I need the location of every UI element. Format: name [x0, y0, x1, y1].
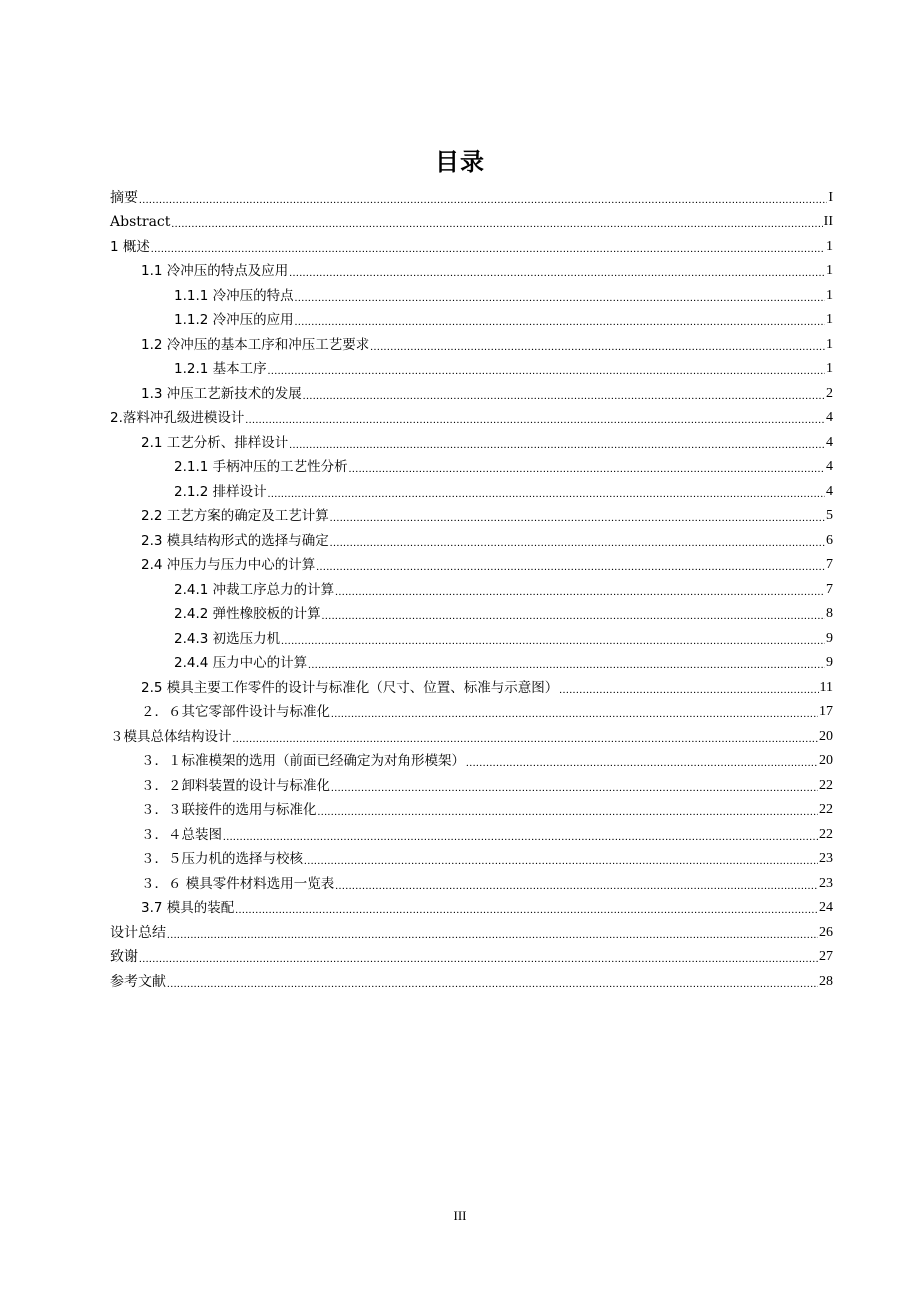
toc-leader-dots: [268, 364, 825, 378]
toc-entry-page: 9: [826, 630, 833, 646]
toc-leader-dots: [335, 879, 818, 893]
toc-entry-title: 2.4 冲压力与压力中心的计算: [141, 557, 316, 573]
toc-entry-page: 28: [819, 973, 833, 989]
toc-entry[interactable]: [110, 329, 833, 354]
toc-entry-page: 4: [826, 434, 833, 450]
toc-leader-dots: [268, 487, 825, 501]
toc-leader-dots: [295, 291, 825, 305]
toc-entry-title: 2.4.1 冲裁工序总力的计算: [174, 581, 335, 598]
toc-entry[interactable]: [110, 256, 833, 281]
toc-leader-dots: [167, 928, 818, 942]
toc-leader-dots: [289, 266, 825, 280]
toc-entry[interactable]: [110, 182, 833, 207]
toc-entry[interactable]: [110, 231, 833, 256]
toc-entry-title: 2.4.2 弹性橡胶板的计算: [174, 606, 321, 622]
toc-entry[interactable]: [110, 893, 833, 918]
toc-entry-page: 20: [819, 753, 833, 768]
toc-entry-page: 7: [826, 557, 833, 572]
toc-entry-title: ３．６ 模具零件材料选用一览表: [141, 875, 335, 892]
toc-leader-dots: [139, 952, 818, 966]
toc-leader-dots: [308, 658, 825, 672]
table-of-contents: [110, 182, 833, 991]
toc-entry[interactable]: [110, 672, 833, 697]
toc-entry[interactable]: [110, 966, 833, 991]
toc-entry-page: 7: [826, 581, 833, 597]
toc-entry-page: 4: [826, 483, 833, 499]
toc-entry-page: 5: [826, 508, 833, 523]
toc-entry-page: 23: [819, 851, 833, 866]
toc-entry-page: 27: [819, 949, 833, 964]
toc-leader-dots: [281, 634, 825, 648]
toc-entry-title: 1.2.1 基本工序: [174, 361, 267, 377]
toc-leader-dots: [316, 560, 825, 574]
toc-entry[interactable]: [110, 476, 833, 501]
toc-entry[interactable]: [110, 550, 833, 575]
toc-leader-dots: [223, 830, 818, 844]
toc-entry-title: 2.落料冲孔级进模设计: [110, 410, 245, 426]
toc-entry[interactable]: [110, 819, 833, 844]
toc-entry[interactable]: [110, 501, 833, 526]
toc-leader-dots: [349, 462, 825, 476]
toc-entry-title: 2.4.3 初选压力机: [174, 630, 281, 647]
toc-leader-dots: [245, 413, 825, 427]
toc-entry[interactable]: [110, 795, 833, 820]
toc-entry[interactable]: [110, 599, 833, 624]
toc-entry[interactable]: [110, 917, 833, 942]
toc-entry[interactable]: [110, 305, 833, 330]
toc-leader-dots: [171, 217, 822, 231]
toc-entry[interactable]: [110, 354, 833, 379]
toc-entry-page: 1: [826, 263, 833, 278]
toc-leader-dots: [331, 707, 818, 721]
toc-leader-dots: [295, 315, 825, 329]
toc-entry-title: ３．１标准模架的选用（前面已经确定为对角形模架）: [141, 753, 465, 769]
toc-entry-title: 1.3 冲压工艺新技术的发展: [141, 385, 302, 402]
toc-entry-page: 11: [819, 679, 833, 695]
toc-entry-page: 1: [826, 312, 833, 327]
toc-entry[interactable]: [110, 770, 833, 795]
toc-entry-title: ３．２卸料装置的设计与标准化: [141, 777, 330, 794]
toc-entry-title: ３模具总体结构设计: [110, 728, 232, 745]
toc-entry-title: 设计总结: [110, 924, 166, 941]
toc-entry-title: 3.7 模具的装配: [141, 900, 235, 916]
toc-entry[interactable]: [110, 844, 833, 869]
toc-leader-dots: [559, 683, 818, 697]
toc-entry-page: 4: [826, 459, 833, 474]
toc-entry-title: 2.1 工艺分析、排样设计: [141, 434, 289, 451]
toc-entry-title: 2.1.2 排样设计: [174, 483, 267, 500]
toc-entry-title: 1.2 冷冲压的基本工序和冲压工艺要求: [141, 336, 370, 353]
toc-leader-dots: [370, 340, 825, 354]
toc-leader-dots: [151, 242, 825, 256]
toc-leader-dots: [303, 389, 825, 403]
toc-entry[interactable]: [110, 207, 833, 232]
toc-entry[interactable]: [110, 868, 833, 893]
page-title: 目录: [435, 148, 485, 176]
toc-leader-dots: [322, 609, 825, 623]
toc-entry[interactable]: [110, 623, 833, 648]
toc-entry-title: 参考文献: [110, 973, 166, 990]
toc-entry[interactable]: [110, 427, 833, 452]
toc-entry-title: 2.5 模具主要工作零件的设计与标准化（尺寸、位置、标准与示意图）: [141, 679, 559, 696]
toc-leader-dots: [466, 756, 818, 770]
toc-entry-title: Abstract: [110, 214, 171, 230]
toc-entry-page: 17: [819, 704, 833, 719]
toc-entry[interactable]: [110, 697, 833, 722]
toc-entry[interactable]: [110, 648, 833, 673]
toc-leader-dots: [330, 536, 825, 550]
toc-entry-page: 2: [826, 385, 833, 401]
toc-entry-title: ３．３联接件的选用与标准化: [141, 802, 317, 818]
toc-entry-page: 22: [819, 826, 833, 842]
toc-entry-page: I: [828, 189, 833, 205]
toc-entry-title: 2.4.4 压力中心的计算: [174, 655, 308, 671]
toc-entry-page: 26: [819, 924, 833, 940]
toc-leader-dots: [330, 511, 825, 525]
toc-entry[interactable]: [110, 452, 833, 477]
toc-entry-page: 1: [826, 287, 833, 303]
toc-entry-page: 24: [819, 900, 833, 915]
toc-entry-title: ２．６其它零部件设计与标准化: [141, 704, 330, 720]
toc-entry-title: ３．４总装图: [141, 826, 222, 843]
toc-entry-page: 1: [826, 238, 833, 254]
toc-leader-dots: [233, 732, 819, 746]
toc-entry-page: 23: [819, 875, 833, 891]
toc-entry-page: 6: [826, 532, 833, 548]
toc-leader-dots: [335, 585, 825, 599]
toc-entry-title: 2.2 工艺方案的确定及工艺计算: [141, 508, 329, 524]
toc-entry-title: ３．５压力机的选择与校核: [141, 851, 303, 867]
toc-entry-page: 22: [819, 802, 833, 817]
toc-entry[interactable]: [110, 378, 833, 403]
toc-entry-title: 1 概述: [110, 238, 150, 255]
toc-leader-dots: [167, 977, 818, 991]
toc-entry-page: 1: [826, 361, 833, 376]
toc-entry-title: 致谢: [110, 949, 138, 965]
toc-entry[interactable]: [110, 280, 833, 305]
toc-entry-page: 8: [826, 606, 833, 621]
toc-entry-page: 4: [826, 410, 833, 425]
toc-leader-dots: [331, 781, 818, 795]
toc-leader-dots: [235, 903, 818, 917]
toc-leader-dots: [289, 438, 825, 452]
toc-entry[interactable]: [110, 721, 833, 746]
toc-entry[interactable]: [110, 525, 833, 550]
toc-entry-page: 22: [819, 777, 833, 793]
toc-entry-title: 摘要: [110, 189, 138, 206]
toc-entry-title: 1.1.2 冷冲压的应用: [174, 312, 294, 328]
toc-entry-title: 1.1 冷冲压的特点及应用: [141, 263, 289, 279]
toc-leader-dots: [318, 805, 819, 819]
toc-entry-title: 2.1.1 手柄冲压的工艺性分析: [174, 459, 348, 475]
toc-leader-dots: [139, 193, 827, 207]
toc-entry[interactable]: [110, 574, 833, 599]
toc-entry-page: 20: [819, 728, 833, 744]
toc-entry-title: 2.3 模具结构形式的选择与确定: [141, 532, 329, 549]
page-number: III: [453, 1208, 467, 1223]
toc-entry-title: 1.1.1 冷冲压的特点: [174, 287, 294, 304]
toc-entry[interactable]: [110, 942, 833, 967]
toc-entry-page: 1: [826, 336, 833, 352]
toc-entry[interactable]: [110, 746, 833, 771]
toc-entry-page: 9: [826, 655, 833, 670]
toc-leader-dots: [304, 854, 818, 868]
toc-entry[interactable]: [110, 403, 833, 428]
toc-entry-page: II: [823, 214, 833, 229]
